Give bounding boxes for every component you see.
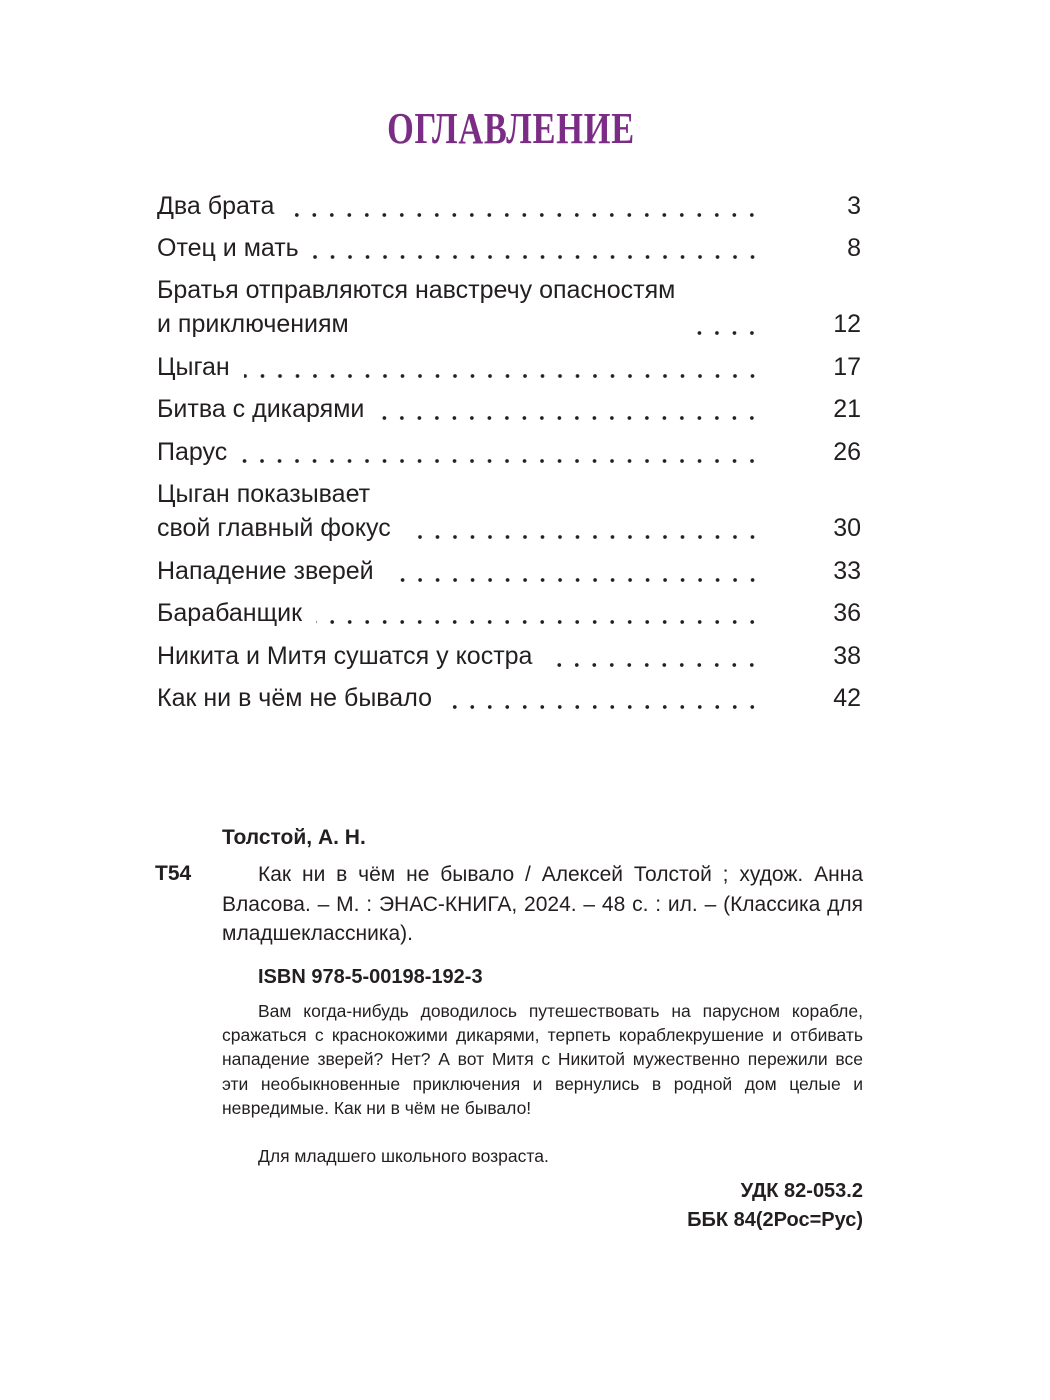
dot-leader <box>546 639 761 673</box>
toc-entry-page: 12 <box>833 310 861 339</box>
toc-entry-title: Цыган <box>157 352 230 381</box>
toc-title: ОГЛАВЛЕНИЕ <box>387 104 635 153</box>
toc-entry[interactable] <box>157 545 861 588</box>
toc-entry[interactable] <box>157 180 861 223</box>
dot-leader <box>378 392 761 426</box>
toc-entry-page: 17 <box>833 352 861 381</box>
toc-entry[interactable] <box>157 223 861 266</box>
toc-entry[interactable] <box>157 630 861 673</box>
toc-entry-page: 3 <box>847 191 861 220</box>
dot-leader <box>244 350 761 384</box>
dot-leader <box>316 596 761 630</box>
toc-entry[interactable] <box>157 426 861 469</box>
toc-entry[interactable] <box>157 469 861 545</box>
dot-leader <box>689 307 761 341</box>
toc-entry-title: Как ни в чём не бывало <box>157 684 432 713</box>
toc-entry-page: 33 <box>833 556 861 585</box>
toc-entry-page: 26 <box>833 437 861 466</box>
toc-entry[interactable] <box>157 341 861 384</box>
toc-entry-page: 30 <box>833 513 861 542</box>
toc-entry[interactable] <box>157 588 861 631</box>
toc-entry-title: Никита и Митя сушатся у костра <box>157 641 533 670</box>
dot-leader <box>288 189 761 223</box>
toc-entry-title: Два брата <box>157 191 275 220</box>
age-note: Для младшего школьного возраста. <box>258 1146 549 1166</box>
toc-entry[interactable] <box>157 673 861 716</box>
bbk-code: ББК 84(2Рос=Рус) <box>687 1209 863 1231</box>
toc-entry[interactable] <box>157 384 861 427</box>
toc-entry-title: Цыган показывает свой главный фокус <box>157 479 391 542</box>
catalog-code: Т54 <box>155 862 192 885</box>
catalog-author: Толстой, А. Н. <box>222 826 366 849</box>
toc-entry-title: Отец и мать <box>157 234 299 263</box>
dot-leader <box>241 435 761 469</box>
toc-entry-title: Нападение зверей <box>157 556 374 585</box>
toc-entry-page: 36 <box>833 599 861 628</box>
toc-entry-page: 42 <box>833 684 861 713</box>
toc-entry-page: 38 <box>833 641 861 670</box>
toc-entry-page: 21 <box>833 395 861 424</box>
toc-entry[interactable] <box>157 265 861 341</box>
dot-leader <box>446 681 761 715</box>
toc-entry-title: Парус <box>157 437 228 466</box>
table-of-contents <box>157 180 861 715</box>
toc-entry-page: 8 <box>847 234 861 263</box>
catalog-description: Как ни в чём не бывало / Алексей Толстой ; худож. Анна Власова. – М. : ЭНАС-КНИГА, 2024. – 48 с. : ил. – (Классика для младшеклассника). <box>222 863 863 945</box>
dot-leader <box>405 511 761 545</box>
toc-entry-title: Братья отправляются навстречу опасностям и приключениям <box>157 276 676 339</box>
dot-leader <box>388 554 761 588</box>
toc-entry-title: Барабанщик <box>157 599 303 628</box>
udk-code: УДК 82-053.2 <box>740 1180 863 1202</box>
book-annotation: Вам когда-нибудь доводилось путешествовать на парусном корабле, сражаться с краснокожими дикарями, терпеть кораблекрушение и отбивать нападение зверей? Нет? А вот Митя с Никитой мужественно пережили все эти необыкновенные приключения и вернулись в родной дом целые и невредимые. Как ни в чём не бывало! <box>222 1001 863 1118</box>
toc-entry-title: Битва с дикарями <box>157 395 365 424</box>
dot-leader <box>313 231 761 265</box>
isbn: ISBN 978-5-00198-192-3 <box>258 966 483 988</box>
